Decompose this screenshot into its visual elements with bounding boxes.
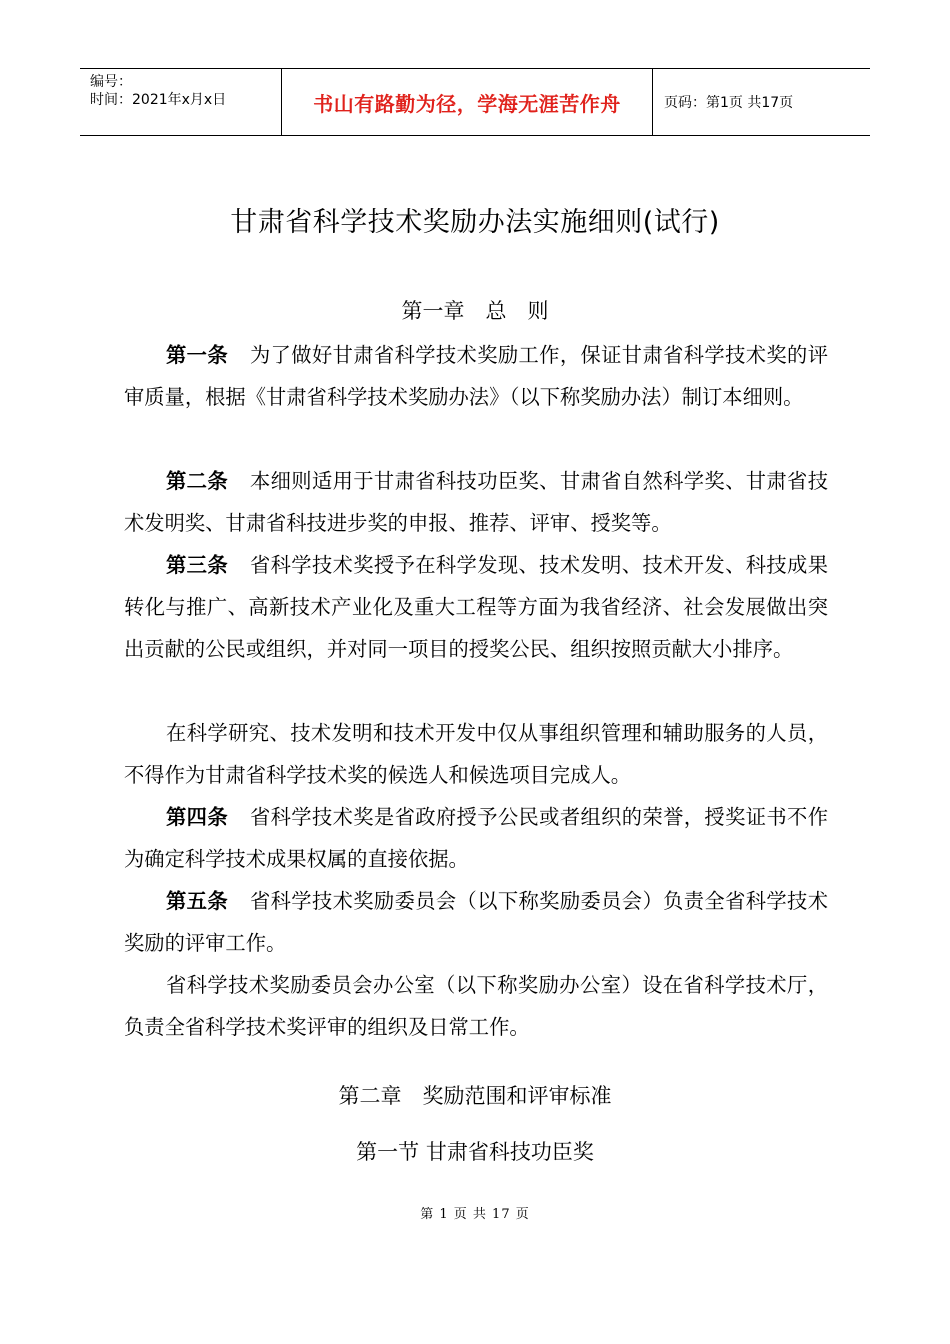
article-5 (124, 880, 828, 964)
article-label: 第五条 (166, 889, 228, 913)
article-4 (124, 796, 828, 880)
chapter-two-heading: 第二章 奖励范围和评审标准 (338, 1084, 612, 1108)
page-header (80, 68, 870, 136)
article-text: 省科学技术奖是省政府授予公民或者组织的荣誉，授奖证书不作为确定科学技术成果权属的直接依据。 (124, 805, 828, 871)
article-2 (124, 460, 828, 544)
section-one-heading: 第一节 甘肃省科技功臣奖 (356, 1140, 594, 1164)
document-number-label: 编号： (90, 74, 132, 90)
article-3 (124, 544, 828, 670)
document-date: 时间：2021年x月x日 (90, 92, 227, 108)
header-meta (80, 69, 280, 135)
article-5-continued (124, 964, 828, 1048)
article-label: 第一条 (166, 343, 228, 367)
article-text: 在科学研究、技术发明和技术开发中仅从事组织管理和辅助服务的人员，不得作为甘肃省科学技术奖的候选人和候选项目完成人。 (124, 721, 828, 787)
article-text: 省科学技术奖励委员会办公室（以下称奖励办公室）设在省科学技术厅，负责全省科学技术奖评审的组织及日常工作。 (124, 973, 828, 1039)
article-label: 第二条 (166, 469, 228, 493)
header-motto: 书山有路勤为径，学海无涯苦作舟 (281, 69, 653, 135)
article-text: 省科学技术奖励委员会（以下称奖励委员会）负责全省科学技术奖励的评审工作。 (124, 889, 828, 955)
article-text: 本细则适用于甘肃省科技功臣奖、甘肃省自然科学奖、甘肃省技术发明奖、甘肃省科技进步奖的申报、推荐、评审、授奖等。 (124, 469, 828, 535)
article-text: 省科学技术奖授予在科学发现、技术发明、技术开发、科技成果转化与推广、高新技术产业化及重大工程等方面为我省经济、社会发展做出突出贡献的公民或组织，并对同一项目的授奖公民、组织按照贡献大小排序。 (124, 553, 828, 661)
article-label: 第三条 (166, 553, 228, 577)
page-footer: 第 1 页 共 17 页 (420, 1207, 530, 1222)
article-label: 第四条 (166, 805, 228, 829)
article-3-continued (124, 712, 828, 796)
article-text: 为了做好甘肃省科学技术奖励工作，保证甘肃省科学技术奖的评审质量，根据《甘肃省科学技术奖励办法》（以下称奖励办法）制订本细则。 (124, 343, 828, 409)
document-title: 甘肃省科学技术奖励办法实施细则(试行) (230, 207, 720, 238)
header-page-info: 页码：第1页 共17页 (664, 95, 794, 111)
article-1 (124, 334, 828, 418)
chapter-one-heading: 第一章 总 则 (401, 299, 549, 323)
